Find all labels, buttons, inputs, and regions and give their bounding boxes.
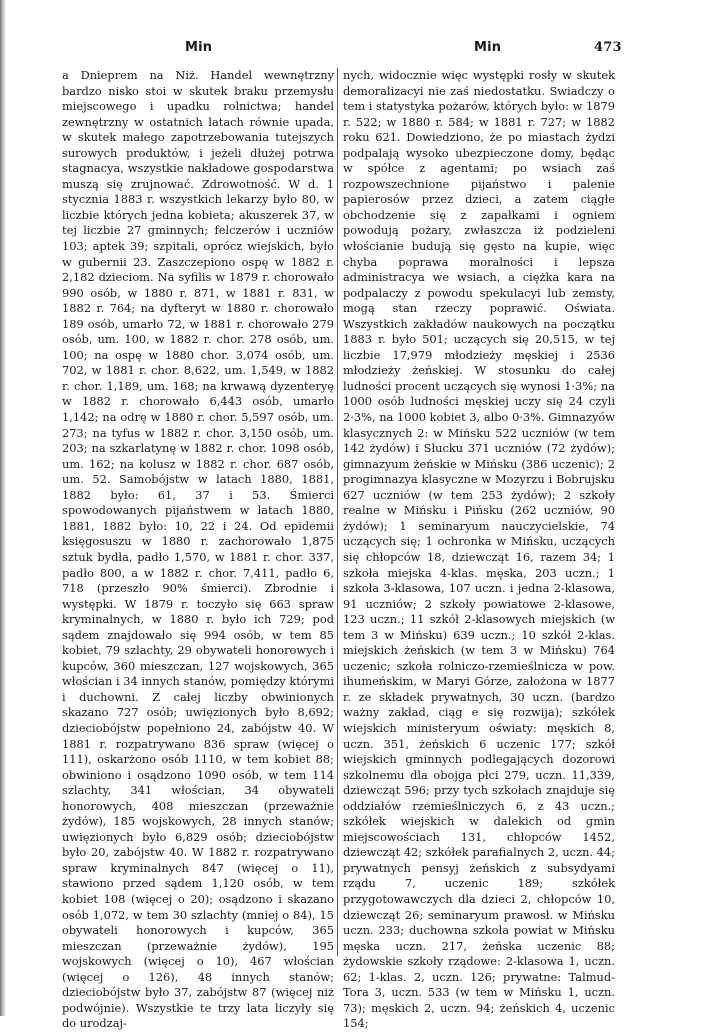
- left-column: [62, 68, 334, 1031]
- right-column-text: nych, widocznie więc występki rosły w skutek demoralizacyi nie zaś niedostatku. Swiadczy o tem i statystyka pożarów, których było: w 1879 r. 522; w 1880 r. 584; w 1881 r. 727; w 1882 roku 621. Dowiedziono, że po miastach żydzi podpalają wysoko ubezpieczone domy, będąc w spółce z agentami; po wsiach zaś rozpowszechnione pijaństwo i palenie papierosów przez dzieci, a zatem ciągłe obchodzenie się z zapałkami i ogniem powodują pożary, zwłaszcza iż podzieleni włościanie budują się gęsto na kupie, więc chyba poprawa moralności i lepsza administracya we wsiach, a ciężka kara na podpalaczy z powodu spekulacyi lub zemsty, mogą stan rzeczy poprawić. Oświata. Wszystkich zakładów naukowych na początku 1883 r. było 501; uczących się 20,515, w tej liczbie 17,979 młodzieży męskiej i 2536 młodzieży żeńskiej. W stosunku do całej ludności procent uczących się wynosi 1·3%; na 1000 osób ludności męskiej uczy się 24 czyli 2·3%, na 1000 kobiet 3, albo 0·3%. Gimnazyów klasycznych 2: w Mińsku 522 uczniów (w tem 142 żydów) i Słucku 371 uczniów (72 żydów); gimnazyum żeńskie w Mińsku (386 uczenic); 2 progimnazya klasyczne w Mozyrzu i Bobrujsku 627 uczniów (w tem 253 żydów); 2 szkoły realne w Mińsku i Pińsku (262 uczniów, 90 żydów); 1 seminaryum nauczycielskie, 74 uczących się; 1 ochronka w Mińsku, uczących się chłopców 18, dziewcząt 16, razem 34; 1 szkoła miejska 4-klas. męska, 203 uczn.; 1 szkoła 3-klasowa, 107 uczn. i jedna 2-klasowa, 91 uczniów; 2 szkoły powiatowe 2-klasowe, 123 uczn.; 11 szkół 2-klasowych miejskich (w tem 3 w Mińsku) 639 uczn.; 10 szkół 2-klas. miejskich żeńskich (w tem 3 w Mińsku) 764 uczenic; szkoła rolniczo-rzemieślnicza w pow. ihumeńskim, w Maryi Górze, założona w 1877 r. ze składek prywatnych, 30 uczn. (bardzo ważny zakład, ciąg e się rozwija); szkółek wiejskich ministeryum oświaty: męskich 8, uczn. 351, żeńskich 6 uczenic 177; szkół wiejskich gminnych podlegających dozorowi szkolnemu dla obojga płci 279, uczn. 11,339, dziewcząt 596; przy tych szkołach znajduje się oddziałów rzemieślniczych 6, z 43 uczn.; szkółek wiejskich w dalekich od gmin miejscowościach 131, chłopców 1452, dziewcząt 42; szkółek parafialnych 2, uczn. 44; prywatnych pensyj żeńskich z subsydyami rządu 7, uczenic 189; szkółek przygotowawczych dla dzieci 2, chłopców 10, dziewcząt 26; seminaryum prawosł. w Mińsku uczn. 233; duchowna szkoła powiat w Mińsku męska uczn. 217, żeńska uczenic 88; żydowskie szkoły rządowe: 2-klasowa 1, uczn. 62; 1-klas. 2, uczn. 126; prywatne: Talmud-Tora 3, uczn. 533 (w tem w Mińsku 1, uczn. 73); męskich 2, uczn. 94; żeńskich 4, uczenic 154;: [343, 68, 615, 1031]
- page-number: 473: [594, 40, 622, 55]
- header-left-word: Min: [185, 40, 213, 55]
- right-column: [343, 68, 615, 1031]
- header-center-word: Min: [474, 40, 502, 55]
- column-divider: [337, 68, 338, 956]
- left-column-text: a Dnieprem na Niż. Handel wewnętrzny bardzo nisko stoi w skutek braku przemysłu miejscowego i upadku rolnictwa; handel zewnętrzny w ostatnich latach równie upada, w skutek małego zapotrzebowania tutejszych surowych produktów, i jeżeli dłużej potrwa stagnacya, wszystkie nakładowe gospodarstwa muszą się zrujnować. Zdrowotność. W d. 1 stycznia 1883 r. wszystkich lekarzy było 80, w liczbie których jedna kobieta; akuszerek 37, w tej liczbie 27 gminnych; felczerów i uczniów 103; aptek 39; szpitali, oprócz wiejskich, było w gubernii 23. Zaszczepiono ospę w 1882 r. 2,182 dzieciom. Na syfilis w 1879 r. chorowało 990 osób, w 1880 r. 871, w 1881 r. 831, w 1882 r. 764; na dyfteryt w 1880 r. chorowało 189 osób, umarło 72, w 1881 r. chorowało 279 osób, um. 100, w 1882 r. chor. 278 osób, um. 100; na ospę w 1880 chor. 3,074 osób, um. 702, w 1881 r. chor. 8,622, um. 1,549, w 1882 r. chor. 1,189, um. 168; na krwawą dyzenteryę w 1882 r. chorowało 6,443 osób, umarło 1,142; na odrę w 1880 r. chor. 5,597 osób, um. 273; na tyfus w 1882 r. chor. 3,150 osób, um. 203; na szkarlatynę w 1882 r. chor. 1098 osób, um. 162; na kolusz w 1882 r. chor. 687 osób, um. 52. Samobójstw w latach 1880, 1881, 1882 było: 61, 37 i 53. Śmierci spowodowanych pijaństwem w latach 1880, 1881, 1882 było: 10, 22 i 24. Od epidemii księgosuszu w 1880 r. zachorowało 1,875 sztuk bydła, padło 1,570, w 1881 r. chor. 337, padło 800, a w 1882 r. chor. 7,411, padło 6, 718 (przeszło 90% śmierci). Zbrodnie i występki. W 1879 r. toczyło się 663 spraw kryminalnych, w 1880 r. było ich 729; pod sądem znajdowało się 994 osób, w tem 85 kobiet, 79 szlachty, 29 obywateli honorowych i kupców, 360 mieszczan, 127 wojskowych, 365 włościan i 34 innych stanów, pomiędzy którymi i duchowni. Z całej liczby obwinionych skazano 727 osób; uwięzionych było 8,692; dzieciobójstw popełniono 24, zabójstw 40. W 1881 r. rozpatrywano 836 spraw (więcej o 111), oskarżono osób 1110, w tem kobiet 88; obwiniono i osądzono 1090 osób, w tem 114 szlachty, 341 włościan, 34 obywateli honorowych, 408 mieszczan (przeważnie żydów), 185 wojskowych, 28 innych stanów; uwięzionych było 6,829 osób; dzieciobójstw było 20, zabójstw 40. W 1882 r. rozpatrywano spraw kryminalnych 847 (więcej o 11), stawiono przed sądem 1,120 osób, w tem kobiet 108 (więcej o 20); osądzono i skazano osób 1,072, w tem 30 szlachty (mniej o 84), 15 obywateli honorowych i kupców, 365 mieszczan (przeważnie żydów), 195 wojskowych (więcej o 10), 467 włościan (więcej o 126), 48 innych stanów; dzieciobójstw było 37, zabójstw 87 (więcej niż podwójnie). Wszystkie te trzy lata liczyły się do urodzaj-: [62, 68, 334, 1031]
- binding-shadow: [0, 0, 6, 1016]
